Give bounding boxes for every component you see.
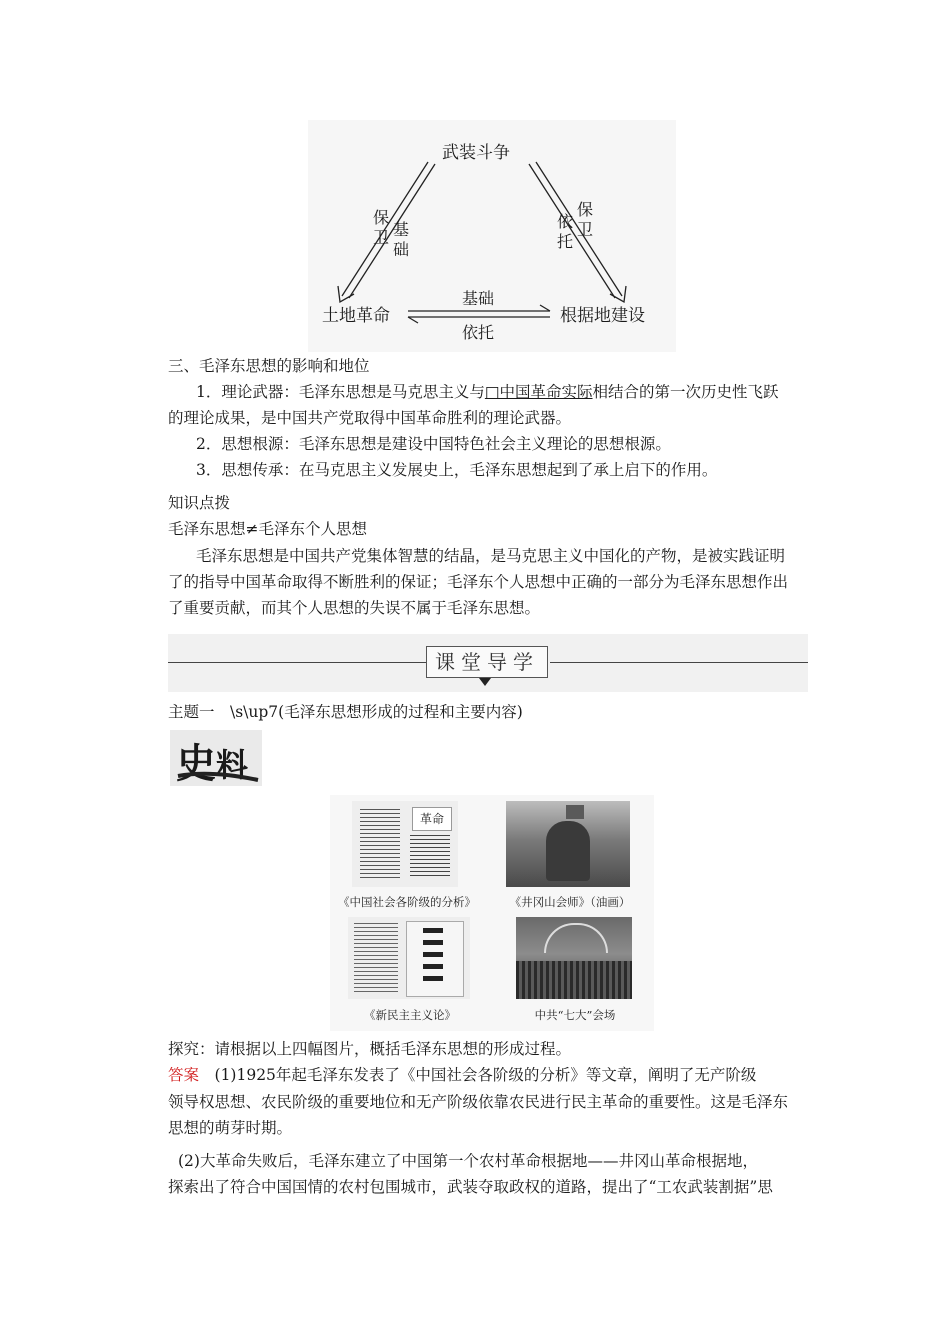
book-cover — [406, 921, 464, 997]
painting-flag — [566, 805, 584, 819]
tip-line-2: 了的指导中国革命取得不断胜利的保证；毛泽东个人思想中正确的一部分为毛泽东思想作出 — [168, 573, 789, 591]
photo-panel — [330, 795, 654, 1031]
bottom-top-label: 基础 — [462, 289, 495, 308]
hall-audience — [516, 961, 632, 999]
explore-question: 探究：请根据以上四幅图片，概括毛泽东思想的形成过程。 — [168, 1040, 572, 1058]
paragraph-2: 2．思想根源：毛泽东思想是建设中国特色社会主义理论的思想根源。 — [196, 435, 671, 453]
p1-text-b: 相结合的第一次历史性飞跃 — [592, 383, 779, 401]
tip-title: 毛泽东思想≠毛泽东个人思想 — [168, 520, 367, 538]
left-edge-outer-label: 保卫 — [372, 208, 389, 247]
tip-line-3: 了重要贡献，而其个人思想的失误不属于毛泽东思想。 — [168, 599, 541, 617]
hall-arch — [544, 923, 608, 953]
photo-seventh-congress — [516, 917, 632, 999]
answer-line-3: 思想的萌芽时期。 — [168, 1119, 293, 1137]
book-text-page — [354, 923, 398, 993]
triangle-diagram — [308, 120, 676, 352]
p1-fill-blank: □中国革命实际 — [484, 383, 593, 401]
node-armed-struggle: 武装斗争 — [442, 143, 510, 163]
answer-label: 答案 — [168, 1066, 200, 1084]
bottom-bottom-label: 依托 — [462, 323, 495, 342]
painting-figures — [546, 821, 590, 881]
shiliao-logo — [170, 730, 262, 786]
right-edge-inner-label: 依托 — [556, 212, 573, 251]
shiliao-brush-stroke — [170, 730, 262, 786]
photo-new-democracy — [348, 917, 470, 999]
shiliao-char-1: 史 — [176, 740, 216, 787]
caption-new-democracy: 《新民主主义论》 — [364, 1008, 456, 1022]
shiliao-char-2: 料 — [216, 746, 249, 784]
answer-line-2: 领导权思想、农民阶级的重要地位和无产阶级依靠农民进行民主革命的重要性。这是毛泽东 — [168, 1093, 789, 1111]
caption-seventh-congress: 中共“七大”会场 — [534, 1008, 616, 1022]
doc-text-right — [410, 835, 450, 879]
banner-title: 课堂导学 — [426, 646, 548, 678]
photo-class-analysis — [352, 801, 458, 887]
answer-line-1-text: (1)1925年起毛泽东发表了《中国社会各阶级的分析》等文章，阐明了无产阶级 — [199, 1066, 757, 1084]
answer-line-5: 探索出了符合中国国情的农村包围城市，武装夺取政权的道路，提出了“工农武装割据”思 — [168, 1178, 773, 1196]
paragraph-1-line-1 — [196, 381, 828, 403]
doc-text-left — [360, 809, 400, 879]
node-base-building: 根据地建设 — [560, 306, 645, 326]
section-heading: 三、毛泽东思想的影响和地位 — [168, 357, 370, 375]
left-edge-inner-label: 基础 — [392, 220, 409, 259]
book-calligraphy — [423, 928, 443, 988]
section-banner — [168, 634, 808, 692]
topic-heading: 主题一 \s\up7(毛泽东思想形成的过程和主要内容) — [168, 703, 523, 721]
caption-jinggangshan: 《井冈山会师》（油画） — [509, 895, 631, 909]
node-land-revolution: 土地革命 — [322, 306, 390, 326]
answer-line-1 — [168, 1064, 828, 1086]
right-edge-outer-label: 保卫 — [576, 200, 593, 239]
banner-rule-right — [550, 662, 808, 663]
banner-pointer-icon — [479, 678, 491, 686]
tip-line-1: 毛泽东思想是中国共产党集体智慧的结晶，是马克思主义中国化的产物，是被实践证明 — [196, 547, 786, 565]
doc-title-box: 革命 — [412, 807, 452, 831]
banner-rule-left — [168, 662, 426, 663]
photo-jinggangshan-painting — [506, 801, 630, 887]
tip-label: 知识点拨 — [168, 494, 231, 512]
p1-text-a: 1．理论武器：毛泽东思想是马克思主义与 — [196, 383, 485, 401]
paragraph-1-line-2: 的理论成果，是中国共产党取得中国革命胜利的理论武器。 — [168, 409, 572, 427]
answer-line-4: (2)大革命失败后，毛泽东建立了中国第一个农村革命根据地——井冈山革命根据地， — [178, 1152, 758, 1170]
caption-class-analysis: 《中国社会各阶级的分析》 — [338, 895, 476, 909]
paragraph-3: 3．思想传承：在马克思主义发展史上，毛泽东思想起到了承上启下的作用。 — [196, 461, 718, 479]
